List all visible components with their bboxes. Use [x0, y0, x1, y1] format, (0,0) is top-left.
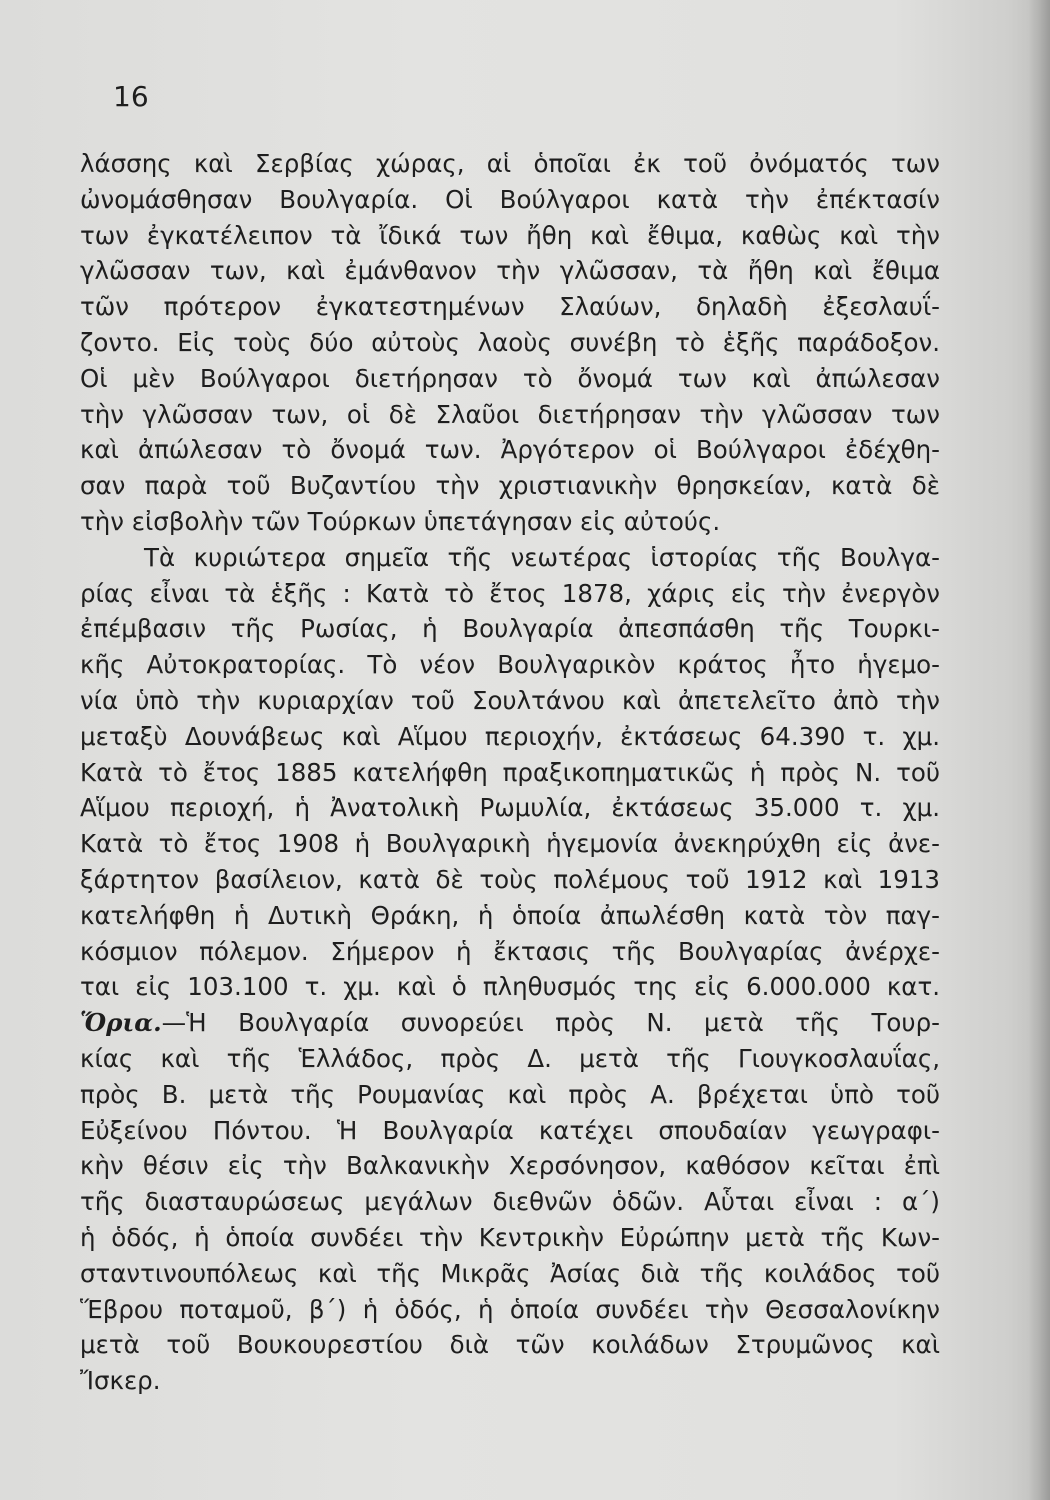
text-line: κῆς Αὐτοκρατορίας. Τὸ νέον Βουλγαρικὸν κράτος ἦτο ἡγεμο- — [80, 650, 940, 680]
text-line: καὶ ἀπώλεσαν τὸ ὄνομά των. Ἀργότερον οἱ Βούλγαροι ἐδέχθη- — [80, 435, 940, 465]
text-line: ται εἰς 103.100 τ. χμ. καὶ ὁ πληθυσμός της εἰς 6.000.000 κατ. — [80, 972, 940, 1002]
text-line: ὠνομάσθησαν Βουλγαρία. Οἱ Βούλγαροι κατὰ τὴν ἐπέκτασίν — [80, 184, 940, 214]
page-number: 16 — [113, 80, 149, 113]
text-line: Εὐξείνου Πόντου. Ἡ Βουλγαρία κατέχει σπουδαίαν γεωγραφι- — [80, 1115, 940, 1145]
section-heading: Ὅρια. — [80, 1008, 162, 1038]
text-line: κατελήφθη ἡ Δυτικὴ Θράκη, ἡ ὁποία ἀπωλέσθη κατὰ τὸν παγ- — [80, 900, 940, 930]
text-line — [80, 1005, 940, 1041]
text-line: κὴν θέσιν εἰς τὴν Βαλκανικὴν Χερσόνησον, καθόσον κεῖται ἐπὶ — [80, 1151, 940, 1181]
text-line: τὴν γλῶσσαν των, οἱ δὲ Σλαῦοι διετήρησαν τὴν γλῶσσαν των — [80, 399, 940, 429]
text-line: λάσσης καὶ Σερβίας χώρας, αἱ ὁποῖαι ἐκ τοῦ ὀνόματός των — [80, 149, 940, 178]
text-line: Κατὰ τὸ ἔτος 1885 κατελήφθη πραξικοπηματικῶς ἡ πρὸς Ν. τοῦ — [80, 757, 940, 787]
text-line: Κατὰ τὸ ἔτος 1908 ἡ Βουλγαρικὴ ἡγεμονία ἀνεκηρύχθη εἰς ἀνε- — [80, 829, 940, 859]
text-line: σαν παρὰ τοῦ Βυζαντίου τὴν χριστιανικὴν θρησκείαν, κατὰ δὲ — [80, 471, 940, 501]
text-line: ζοντο. Εἰς τοὺς δύο αὐτοὺς λαοὺς συνέβη τὸ ἑξῆς παράδοξον. — [80, 327, 940, 357]
text-line: μετὰ τοῦ Βουκουρεστίου διὰ τῶν κοιλάδων Στρυμῶνος καὶ — [80, 1330, 940, 1360]
text-line: Αἵμου περιοχή, ἡ Ἀνατολικὴ Ρωμυλία, ἐκτάσεως 35.000 τ. χμ. — [80, 793, 940, 823]
text-line: γλῶσσαν των, καὶ ἐμάνθανον τὴν γλῶσσαν, τὰ ἤθη καὶ ἔθιμα — [80, 256, 940, 286]
text-line: Τὰ κυριώτερα σημεῖα τῆς νεωτέρας ἱστορίας τῆς Βουλγα- — [144, 542, 940, 572]
text-line: ξάρτητον βασίλειον, κατὰ δὲ τοὺς πολέμους τοῦ 1912 καὶ 1913 — [80, 864, 940, 894]
text-line: Ἕβρου ποταμοῦ, β΄) ἡ ὁδός, ἡ ὁποία συνδέει τὴν Θεσσαλονίκην — [80, 1294, 940, 1324]
text-line: σταντινουπόλεως καὶ τῆς Μικρᾶς Ἀσίας διὰ τῆς κοιλάδος τοῦ — [80, 1258, 940, 1288]
page-edge-shadow — [1028, 0, 1050, 1500]
text-line: νία ὑπὸ τὴν κυριαρχίαν τοῦ Σουλτάνου καὶ ἀπετελεῖτο ἀπὸ τὴν — [80, 685, 940, 715]
text-line: ἐπέμβασιν τῆς Ρωσίας, ἡ Βουλγαρία ἀπεσπάσθη τῆς Τουρκι- — [80, 614, 940, 644]
text-line: τῆς διασταυρώσεως μεγάλων διεθνῶν ὁδῶν. Αὗται εἶναι : α΄) — [80, 1187, 940, 1217]
text-line: πρὸς Β. μετὰ τῆς Ρουμανίας καὶ πρὸς Α. βρέχεται ὑπὸ τοῦ — [80, 1079, 940, 1109]
text-line: Ἴσκερ. — [80, 1366, 161, 1396]
text-line: τὴν εἰσβολὴν τῶν Τούρκων ὑπετάγησαν εἰς αὐτούς. — [80, 506, 721, 536]
text-line: των ἐγκατέλειπον τὰ ἴδικά των ἤθη καὶ ἔθιμα, καθὼς καὶ τὴν — [80, 220, 940, 250]
text-line: μεταξὺ Δουνάβεως καὶ Αἵμου περιοχήν, ἐκτάσεως 64.390 τ. χμ. — [80, 721, 940, 751]
text-line: κόσμιον πόλεμον. Σήμερον ἡ ἔκτασις τῆς Βουλγαρίας ἀνέρχε- — [80, 936, 940, 966]
text-line: ἡ ὁδός, ἡ ὁποία συνδέει τὴν Κεντρικὴν Εὐρώπην μετὰ τῆς Κων- — [80, 1222, 940, 1252]
text-line: κίας καὶ τῆς Ἑλλάδος, πρὸς Δ. μετὰ τῆς Γιουγκοσλαυΐας, — [80, 1043, 940, 1073]
text-line: ρίας εἶναι τὰ ἑξῆς : Κατὰ τὸ ἔτος 1878, χάρις εἰς τὴν ἐνεργὸν — [80, 578, 940, 608]
body-text — [80, 146, 940, 1399]
text-line: τῶν πρότερον ἐγκατεστημένων Σλαύων, δηλαδὴ ἐξεσλαυΐ- — [80, 292, 940, 322]
text-line: Οἱ μὲν Βούλγαροι διετήρησαν τὸ ὄνομά των καὶ ἀπώλεσαν — [80, 363, 940, 393]
text-line-content: —Ἡ Βουλγαρία συνορεύει πρὸς Ν. μετὰ τῆς Τουρ- — [161, 1008, 940, 1038]
